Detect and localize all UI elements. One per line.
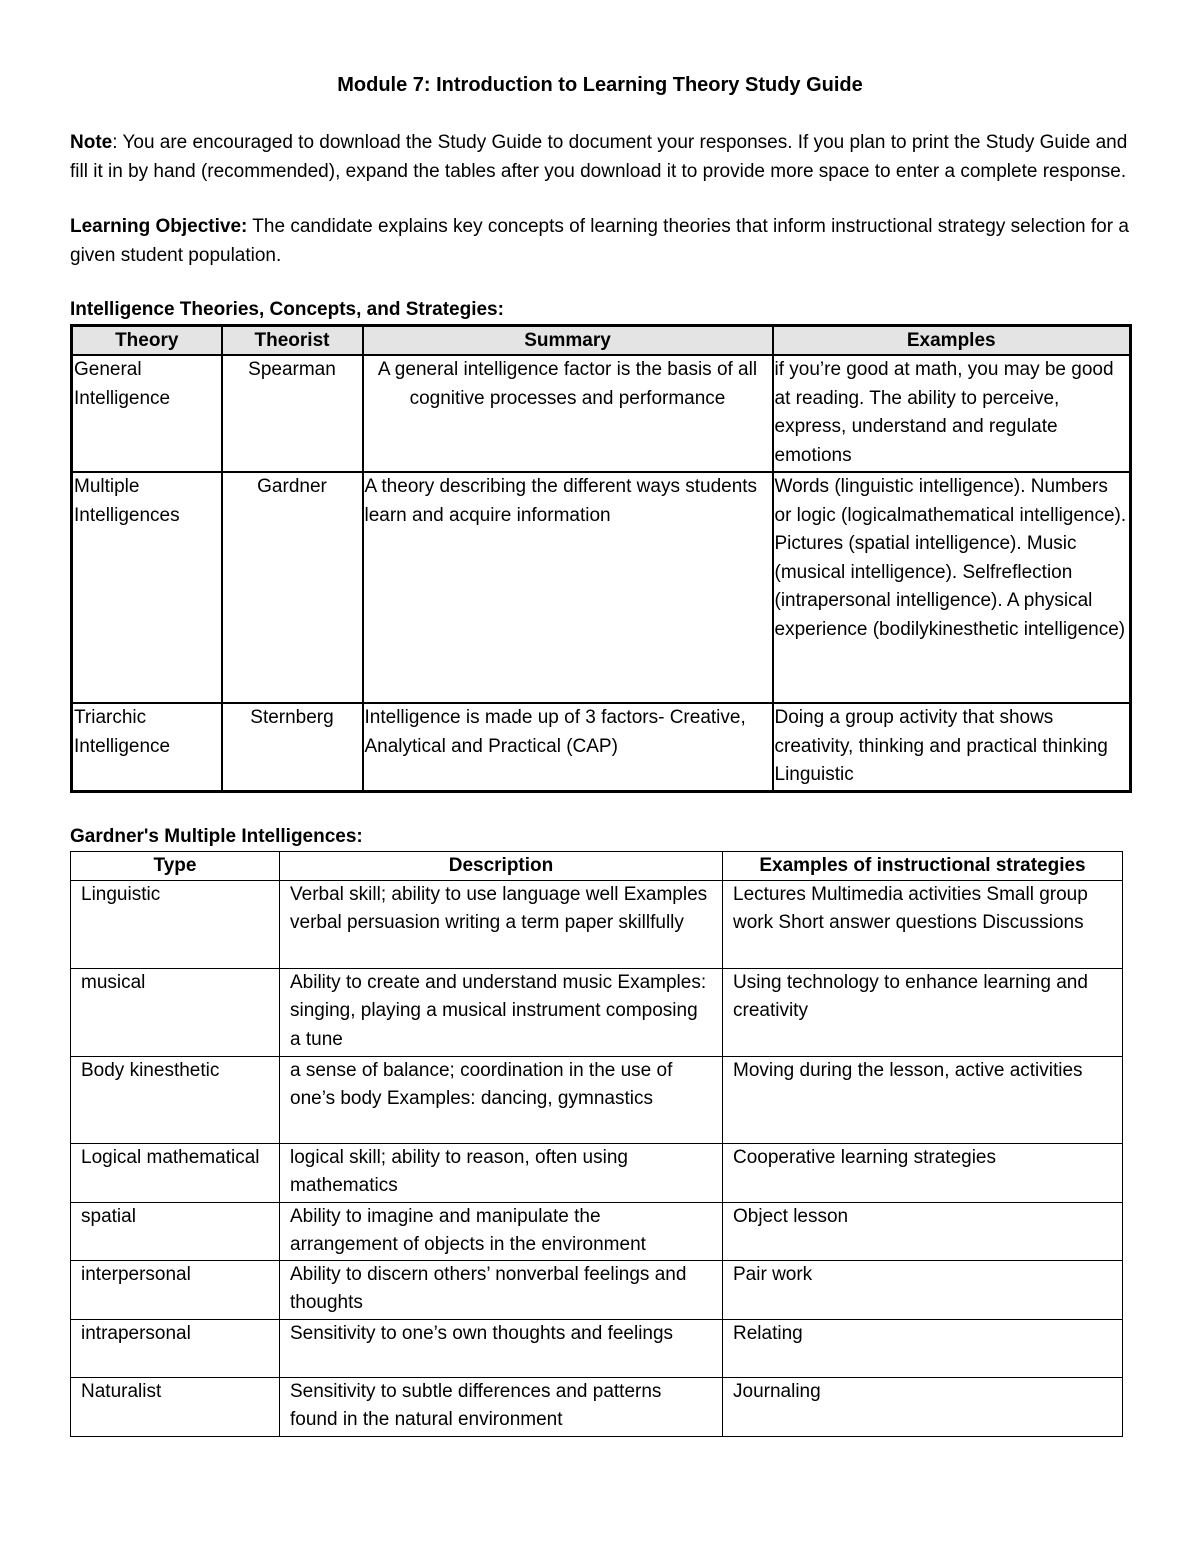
type-cell: Linguistic bbox=[71, 880, 280, 968]
note-label: Note bbox=[70, 132, 113, 153]
examples-cell: if you’re good at math, you may be good at reading. The ability to perceive, express, understand and regulate emotions bbox=[773, 355, 1131, 472]
column-header-theory: Theory bbox=[72, 326, 222, 356]
table-row bbox=[71, 1202, 1123, 1260]
theory-cell: Triarchic Intelligence bbox=[72, 703, 222, 791]
table-row bbox=[72, 472, 1131, 703]
multiple-intelligences-table bbox=[70, 851, 1123, 1437]
note-paragraph bbox=[70, 128, 1130, 186]
description-cell: Ability to create and understand music Examples: singing, playing a musical instrument composing a tune bbox=[280, 968, 723, 1056]
table-row bbox=[72, 355, 1131, 472]
description-cell: Sensitivity to subtle differences and patterns found in the natural environment bbox=[280, 1377, 723, 1436]
intelligence-theories-heading: Intelligence Theories, Concepts, and Strategies: bbox=[70, 299, 504, 320]
description-cell: Sensitivity to one’s own thoughts and feelings bbox=[280, 1319, 723, 1377]
study-guide-page bbox=[70, 70, 1130, 1437]
intelligence-theories-table bbox=[70, 324, 1132, 793]
strategies-cell: Journaling bbox=[723, 1377, 1123, 1436]
theorist-cell: Sternberg bbox=[222, 703, 363, 791]
table-header-row bbox=[72, 326, 1131, 356]
type-cell: Naturalist bbox=[71, 1377, 280, 1436]
type-cell: musical bbox=[71, 968, 280, 1056]
table-row bbox=[71, 1056, 1123, 1143]
type-cell: intrapersonal bbox=[71, 1319, 280, 1377]
column-header-examples: Examples bbox=[773, 326, 1131, 356]
table-header-row bbox=[71, 851, 1123, 880]
strategies-cell: Moving during the lesson, active activities bbox=[723, 1056, 1123, 1143]
strategies-cell: Cooperative learning strategies bbox=[723, 1143, 1123, 1202]
table-row bbox=[71, 1319, 1123, 1377]
strategies-cell: Lectures Multimedia activities Small group work Short answer questions Discussions bbox=[723, 880, 1123, 968]
description-cell: Ability to discern others’ nonverbal feelings and thoughts bbox=[280, 1260, 723, 1319]
summary-cell: A theory describing the different ways students learn and acquire information bbox=[363, 472, 773, 703]
description-cell: logical skill; ability to reason, often using mathematics bbox=[280, 1143, 723, 1202]
objective-label: Learning Objective: bbox=[70, 216, 248, 237]
strategies-cell: Object lesson bbox=[723, 1202, 1123, 1260]
column-header-strategies: Examples of instructional strategies bbox=[723, 851, 1123, 880]
strategies-cell: Using technology to enhance learning and creativity bbox=[723, 968, 1123, 1056]
table-row bbox=[71, 1260, 1123, 1319]
type-cell: interpersonal bbox=[71, 1260, 280, 1319]
description-cell: a sense of balance; coordination in the use of one’s body Examples: dancing, gymnastics bbox=[280, 1056, 723, 1143]
table-row bbox=[71, 968, 1123, 1056]
objective-paragraph bbox=[70, 212, 1130, 270]
theory-cell: General Intelligence bbox=[72, 355, 222, 472]
page-title: Module 7: Introduction to Learning Theory Study Guide bbox=[337, 74, 863, 96]
column-header-theorist: Theorist bbox=[222, 326, 363, 356]
theory-cell: Multiple Intelligences bbox=[72, 472, 222, 703]
type-cell: spatial bbox=[71, 1202, 280, 1260]
type-cell: Logical mathematical bbox=[71, 1143, 280, 1202]
objective-text: The candidate explains key concepts of learning theories that inform instructional strategy selection for a given student population. bbox=[70, 216, 1129, 266]
description-cell: Ability to imagine and manipulate the arrangement of objects in the environment bbox=[280, 1202, 723, 1260]
examples-cell: Doing a group activity that shows creativity, thinking and practical thinking Linguistic bbox=[773, 703, 1131, 791]
table-row bbox=[72, 703, 1131, 791]
multiple-intelligences-heading: Gardner's Multiple Intelligences: bbox=[70, 825, 363, 847]
column-header-description: Description bbox=[280, 851, 723, 880]
column-header-summary: Summary bbox=[363, 326, 773, 356]
summary-cell: A general intelligence factor is the basis of all cognitive processes and performance bbox=[363, 355, 773, 472]
description-cell: Verbal skill; ability to use language well Examples verbal persuasion writing a term paper skillfully bbox=[280, 880, 723, 968]
theorist-cell: Spearman bbox=[222, 355, 363, 472]
type-cell: Body kinesthetic bbox=[71, 1056, 280, 1143]
summary-cell: Intelligence is made up of 3 factors- Creative, Analytical and Practical (CAP) bbox=[363, 703, 773, 791]
column-header-type: Type bbox=[71, 851, 280, 880]
strategies-cell: Relating bbox=[723, 1319, 1123, 1377]
table-row bbox=[71, 880, 1123, 968]
table-row bbox=[71, 1377, 1123, 1436]
theorist-cell: Gardner bbox=[222, 472, 363, 703]
examples-cell: Words (linguistic intelligence). Numbers or logic (logicalmathematical intelligence). Pictures (spatial intelligence). Music (musical intelligence). Selfreflection (intrapersonal intelligence). A physical experience (bodilykinesthetic intelligence) bbox=[773, 472, 1131, 703]
table-row bbox=[71, 1143, 1123, 1202]
note-text: : You are encouraged to download the Study Guide to document your responses. If you plan to print the Study Guide and fill it in by hand (recommended), expand the tables after you download it to provide more space to enter a complete response. bbox=[70, 132, 1128, 182]
strategies-cell: Pair work bbox=[723, 1260, 1123, 1319]
section-spacer bbox=[70, 793, 1130, 823]
